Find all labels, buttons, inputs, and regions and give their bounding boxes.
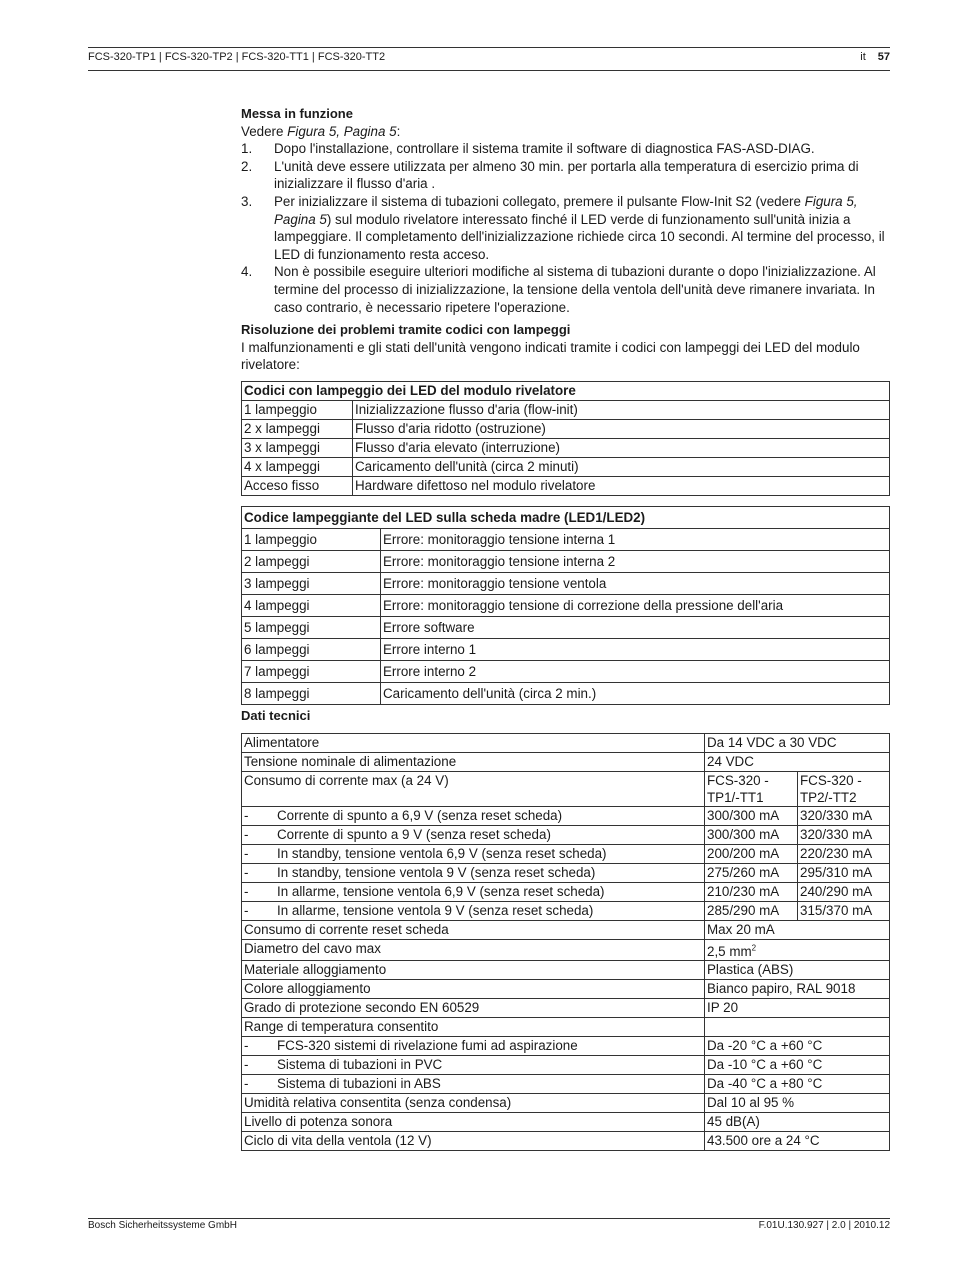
main-content xyxy=(241,105,890,1151)
list-item: 2. L'unità deve essere utilizzata per almeno 30 min. per portarla alla temperatura di esercizio prima di inizializzare il flusso d'aria . xyxy=(241,158,859,192)
table-row: Umidità relativa consentita (senza condensa) Dal 10 al 95 % xyxy=(242,1093,890,1112)
table-row: 8 lampeggi Caricamento dell'unità (circa 2 min.) xyxy=(242,682,890,704)
section-title-commissioning: Messa in funzione xyxy=(241,106,353,121)
table-row: 1 lampeggio Errore: monitoraggio tensione interna 1 xyxy=(242,528,890,550)
table-row: Materiale alloggiamento Plastica (ABS) xyxy=(242,960,890,979)
footer-rule xyxy=(88,1218,890,1219)
table-row: 1 lampeggio Inizializzazione flusso d'aria (flow-init) xyxy=(242,400,890,419)
mainboard-led-table xyxy=(241,506,890,705)
table-row: Range di temperatura consentito xyxy=(242,1017,890,1036)
table-row: - Sistema di tubazioni in PVC Da -10 °C a +60 °C xyxy=(242,1055,890,1074)
table-row: 3 lampeggi Errore: monitoraggio tensione ventola xyxy=(242,572,890,594)
header-rule-top xyxy=(88,47,890,48)
figure-reference: Figura 5, Pagina 5 xyxy=(287,123,397,139)
list-item: 3. Per inizializzare il sistema di tubazioni collegato, premere il pulsante Flow-Init S2 (vedere Figura 5, Pagina 5) sul modulo rivelatore interessato finché il LED verde di funzionamento sull'unità inizia a lampeggiare. Il completamento dell'inizializzazione richiede circa 10 secondi. Al termine del processo, il LED di funzionamento resta acceso. xyxy=(241,193,885,262)
list-item: 4. Non è possibile eseguire ulteriori modifiche al sistema di tubazioni durante o dopo l'inizializzazione. Al termine del processo di inizializzazione, la tensione della ventola dell'unità deve rimanere invariata. In caso contrario, è necessario ripetere l'operazione. xyxy=(241,264,876,315)
footer-doc-id: F.01U.130.927 | 2.0 | 2010.12 xyxy=(758,1220,890,1231)
commissioning-steps xyxy=(241,140,890,316)
tech-data-table xyxy=(241,733,890,1151)
list-item: 1. Dopo l'installazione, controllare il sistema tramite il software di diagnostica FAS-ASD-DIAG. xyxy=(241,141,815,157)
table-row: 3 x lampeggi Flusso d'aria elevato (interruzione) xyxy=(242,438,890,457)
table-row: 4 lampeggi Errore: monitoraggio tensione di correzione della pressione dell'aria xyxy=(242,594,890,616)
table-row: 7 lampeggi Errore interno 2 xyxy=(242,660,890,682)
section-title-tech: Dati tecnici xyxy=(241,707,311,723)
table-row: Acceso fisso Hardware difettoso nel modulo rivelatore xyxy=(242,476,890,495)
table-title: Codice lampeggiante del LED sulla scheda madre (LED1/LED2) xyxy=(242,506,890,528)
table-row: 2 lampeggi Errore: monitoraggio tensione interna 2 xyxy=(242,550,890,572)
figure-reference: Figura 5, Pagina 5 xyxy=(274,193,858,227)
table-row: Alimentatore Da 14 VDC a 30 VDC xyxy=(242,733,890,752)
table-row: - Sistema di tubazioni in ABS Da -40 °C a +80 °C xyxy=(242,1074,890,1093)
table-row: 6 lampeggi Errore interno 1 xyxy=(242,638,890,660)
table-row: - Corrente di spunto a 6,9 V (senza reset scheda) 300/300 mA 320/330 mA xyxy=(242,806,890,825)
table-row: - FCS-320 sistemi di rivelazione fumi ad aspirazione Da -20 °C a +60 °C xyxy=(242,1036,890,1055)
table-row: - In standby, tensione ventola 6,9 V (senza reset scheda) 200/200 mA 220/230 mA xyxy=(242,844,890,863)
table-row: 2 x lampeggi Flusso d'aria ridotto (ostruzione) xyxy=(242,419,890,438)
table-row: Grado di protezione secondo EN 60529 IP 20 xyxy=(242,998,890,1017)
troubleshooting-intro: I malfunzionamenti e gli stati dell'unità vengono indicati tramite i codici con lampeggi dei LED del modulo rivelatore: xyxy=(241,339,860,373)
table-row: Diametro del cavo max 2,5 $mm^2$ xyxy=(242,939,890,960)
table-row: Ciclo di vita della ventola (12 V) 43.500 ore a 24 °C xyxy=(242,1131,890,1150)
header-lang: it xyxy=(860,51,866,63)
page-number: 57 xyxy=(877,51,890,63)
table-row: - Corrente di spunto a 9 V (senza reset scheda) 300/300 mA 320/330 mA xyxy=(242,825,890,844)
see-figure: Vedere Figura 5, Pagina 5: xyxy=(241,123,401,139)
table-row: Consumo di corrente reset scheda Max 20 mA xyxy=(242,920,890,939)
table-row: - In allarme, tensione ventola 6,9 V (senza reset scheda) 210/230 mA 240/290 mA xyxy=(242,882,890,901)
header-product: FCS-320-TP1 | FCS-320-TP2 | FCS-320-TT1 | FCS-320-TT2 xyxy=(88,51,386,63)
header-rule-bottom xyxy=(88,70,890,71)
table-row: - In allarme, tensione ventola 9 V (senza reset scheda) 285/290 mA 315/370 mA xyxy=(242,901,890,920)
table-row: 4 x lampeggi Caricamento dell'unità (circa 2 minuti) xyxy=(242,457,890,476)
table-row: Tensione nominale di alimentazione 24 VDC xyxy=(242,752,890,771)
table-row: - In standby, tensione ventola 9 V (senza reset scheda) 275/260 mA 295/310 mA xyxy=(242,863,890,882)
detector-led-table xyxy=(241,381,890,496)
section-title-troubleshooting: Risoluzione dei problemi tramite codici con lampeggi xyxy=(241,322,571,338)
table-row: Consumo di corrente max (a 24 V) FCS-320 -TP1/-TT1 FCS-320 -TP2/-TT2 xyxy=(242,771,890,806)
table-row: Colore alloggiamento Bianco papiro, RAL 9018 xyxy=(242,979,890,998)
table-title: Codici con lampeggio dei LED del modulo rivelatore xyxy=(242,381,890,400)
footer-company: Bosch Sicherheitssysteme GmbH xyxy=(88,1220,237,1231)
table-row: 5 lampeggi Errore software xyxy=(242,616,890,638)
table-row: Livello di potenza sonora 45 dB(A) xyxy=(242,1112,890,1131)
